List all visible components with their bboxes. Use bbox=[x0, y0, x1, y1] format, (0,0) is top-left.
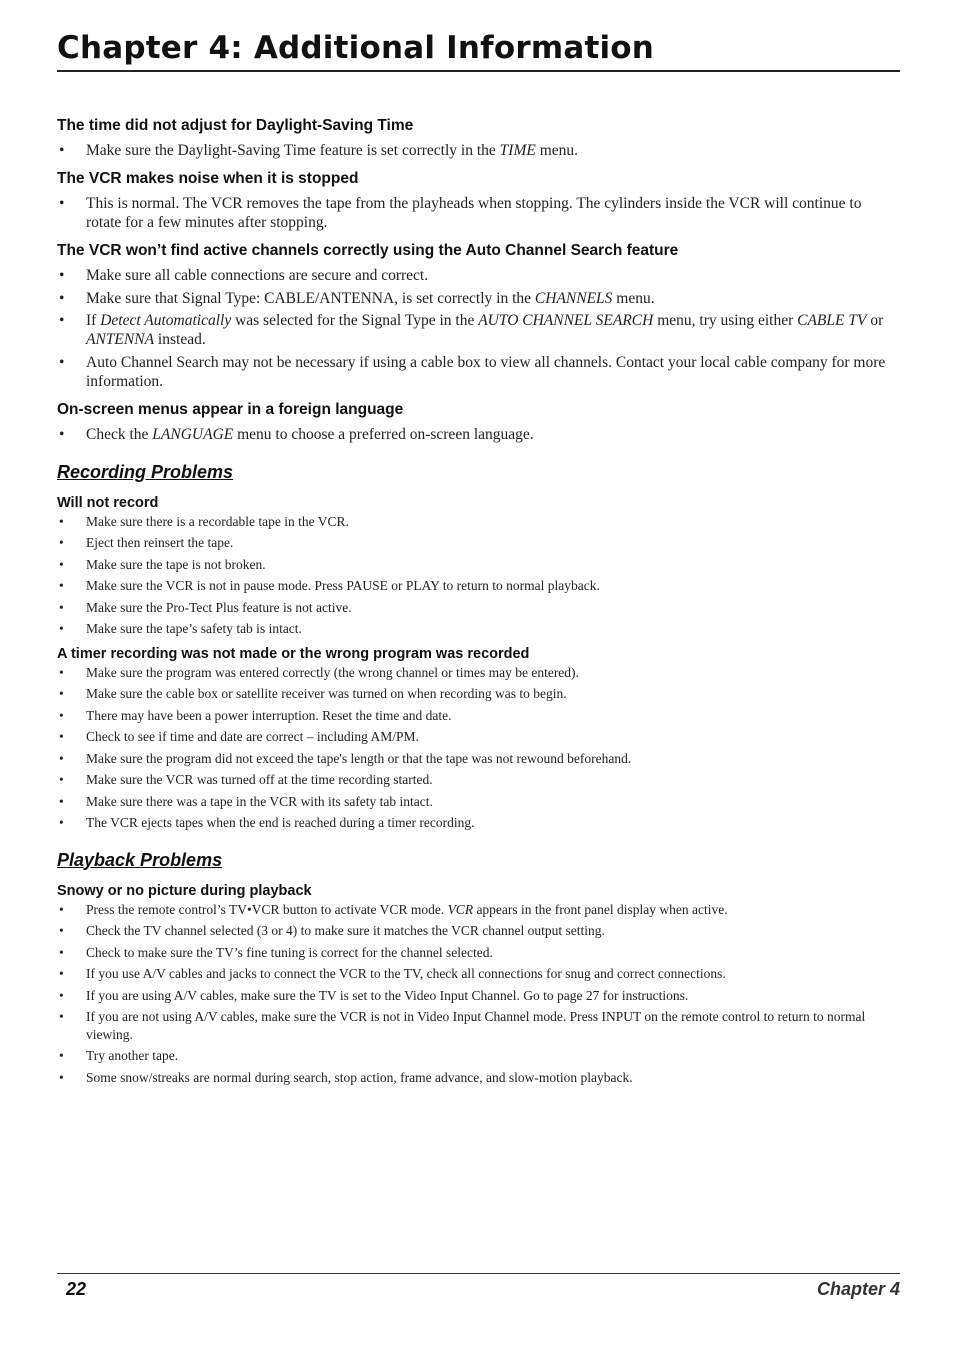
item-text: menu, try using either bbox=[653, 312, 798, 329]
item-text: Make sure there was a tape in the VCR with its safety tab intact. bbox=[86, 793, 433, 809]
bullet-glyph: • bbox=[59, 729, 64, 744]
bullet-glyph: • bbox=[59, 686, 64, 701]
item-text: or bbox=[866, 312, 884, 329]
item-text: If bbox=[86, 312, 101, 329]
list-item bbox=[57, 771, 900, 789]
setting-name: Detect Automatically bbox=[100, 312, 232, 329]
item-text: menu. bbox=[612, 289, 655, 307]
list-item bbox=[57, 425, 900, 444]
setting-name: CABLE TV bbox=[797, 312, 867, 329]
item-text: Make sure the VCR is not in pause mode. Press PAUSE or PLAY to return to normal playback. bbox=[86, 578, 600, 593]
list-item bbox=[57, 1047, 900, 1065]
list-item bbox=[57, 965, 900, 983]
bullet-glyph: • bbox=[59, 772, 64, 787]
item-text: Make sure the cable box or satellite receiver was turned on when recording was to begin. bbox=[86, 686, 567, 701]
bullet-glyph: • bbox=[59, 513, 64, 529]
item-text: Eject then reinsert the tape. bbox=[86, 535, 234, 550]
list-item bbox=[57, 728, 900, 746]
list-item bbox=[57, 194, 900, 232]
item-text: If you are using A/V cables, make sure the TV is set to the Video Input Channel. Go to page 27 for instructions. bbox=[86, 987, 689, 1003]
item-text: Some snow/streaks are normal during search, stop action, frame advance, and slow-motion playback. bbox=[86, 1069, 633, 1085]
item-text: This is normal. The VCR removes the tape from the playheads when stopping. The cylinders inside the VCR will continue to rotate for a few minutes after stopping. bbox=[86, 195, 862, 231]
list-item bbox=[57, 266, 900, 285]
bullet-glyph: • bbox=[59, 556, 64, 572]
bullet-glyph: • bbox=[59, 353, 65, 371]
bullet-glyph: • bbox=[59, 923, 64, 938]
section-title-playback: Playback Problems bbox=[57, 849, 223, 870]
bullet-list bbox=[57, 141, 900, 160]
item-text: Make sure the program did not exceed the tape's length or that the tape was not rewound beforehand. bbox=[86, 750, 632, 766]
item-text: If you are not using A/V cables, make sure the VCR is not in Video Input Channel mode. Press INPUT on the remote control to return to normal viewing. bbox=[86, 1009, 866, 1042]
item-text: menu to choose a preferred on-screen language. bbox=[233, 425, 534, 443]
bullet-list bbox=[57, 194, 900, 232]
list-item bbox=[57, 901, 900, 919]
bullet-list bbox=[57, 513, 900, 638]
section-heading: The VCR makes noise when it is stopped bbox=[57, 170, 359, 187]
item-text: Try another tape. bbox=[86, 1048, 179, 1063]
item-text: Make sure all cable connections are secure and correct. bbox=[86, 267, 429, 284]
list-item bbox=[57, 353, 900, 391]
item-text: Make sure the Daylight-Saving Time feature is set correctly in the bbox=[86, 142, 500, 159]
list-item bbox=[57, 141, 900, 160]
list-item bbox=[57, 685, 900, 703]
item-text: Make sure the Pro-Tect Plus feature is not active. bbox=[86, 599, 352, 615]
section-dst bbox=[57, 117, 900, 160]
bullet-list bbox=[57, 266, 900, 391]
section-language bbox=[57, 401, 900, 444]
list-item bbox=[57, 814, 900, 832]
item-text: Check the TV channel selected (3 or 4) to make sure it matches the VCR channel output setting. bbox=[86, 923, 605, 938]
list-item bbox=[57, 620, 900, 638]
menu-name: LANGUAGE bbox=[152, 425, 234, 443]
bullet-list bbox=[57, 425, 900, 444]
bullet-glyph: • bbox=[59, 578, 64, 593]
item-text: Check the bbox=[86, 425, 153, 443]
section-heading: The time did not adjust for Daylight-Saving Time bbox=[57, 117, 414, 134]
bullet-glyph: • bbox=[59, 312, 65, 329]
bullet-list bbox=[57, 901, 900, 1087]
section-heading: On-screen menus appear in a foreign language bbox=[57, 400, 404, 418]
bullet-glyph: • bbox=[59, 966, 64, 981]
bullet-glyph: • bbox=[59, 987, 64, 1003]
list-item bbox=[57, 750, 900, 768]
list-item bbox=[57, 289, 900, 308]
item-text: instead. bbox=[154, 331, 206, 348]
bullet-glyph: • bbox=[59, 944, 64, 960]
bullet-glyph: • bbox=[59, 195, 65, 212]
bullet-glyph: • bbox=[59, 425, 65, 443]
list-item bbox=[57, 664, 900, 682]
bullet-glyph: • bbox=[59, 1069, 64, 1085]
list-item bbox=[57, 793, 900, 811]
footer-chapter-label: Chapter 4 bbox=[816, 1279, 900, 1299]
bullet-glyph: • bbox=[59, 599, 64, 615]
list-item bbox=[57, 1008, 900, 1043]
item-text: menu. bbox=[535, 142, 579, 159]
list-item bbox=[57, 987, 900, 1005]
section-timer-recording bbox=[57, 646, 900, 832]
item-text: Make sure that Signal Type: CABLE/ANTENNA, is set correctly in the bbox=[86, 289, 535, 307]
item-text: was selected for the Signal Type in the bbox=[231, 312, 479, 329]
menu-name: TIME bbox=[499, 142, 536, 159]
list-item bbox=[57, 311, 900, 349]
main-content bbox=[57, 117, 900, 1096]
section-noise bbox=[57, 170, 900, 232]
item-text: Check to make sure the TV’s fine tuning is correct for the channel selected. bbox=[86, 944, 493, 960]
item-text: Make sure the tape is not broken. bbox=[86, 556, 266, 572]
item-text: appears in the front panel display when active. bbox=[473, 901, 728, 917]
bullet-glyph: • bbox=[59, 664, 64, 680]
section-heading: The VCR won’t find active channels correctly using the Auto Channel Search feature bbox=[57, 242, 679, 259]
bullet-glyph: • bbox=[59, 750, 64, 766]
setting-name: ANTENNA bbox=[86, 331, 155, 348]
section-snowy bbox=[57, 883, 900, 1087]
section-heading: Will not record bbox=[57, 494, 159, 511]
item-text: There may have been a power interruption. Reset the time and date. bbox=[86, 707, 452, 723]
bullet-glyph: • bbox=[59, 707, 64, 723]
item-text: Make sure the VCR was turned off at the time recording started. bbox=[86, 772, 433, 787]
bullet-glyph: • bbox=[59, 815, 64, 830]
footer-divider bbox=[57, 1273, 900, 1274]
list-item bbox=[57, 944, 900, 962]
menu-name: CHANNELS bbox=[534, 289, 613, 307]
bullet-glyph: • bbox=[59, 1048, 64, 1063]
list-item bbox=[57, 922, 900, 940]
item-text: Make sure there is a recordable tape in the VCR. bbox=[86, 513, 349, 529]
section-will-not-record bbox=[57, 495, 900, 638]
section-heading: Snowy or no picture during playback bbox=[57, 882, 312, 899]
bullet-glyph: • bbox=[59, 621, 64, 636]
list-item bbox=[57, 577, 900, 595]
bullet-glyph: • bbox=[59, 267, 65, 284]
item-text: The VCR ejects tapes when the end is reached during a timer recording. bbox=[86, 815, 475, 830]
item-text: Auto Channel Search may not be necessary if using a cable box to view all channels. Contact your local cable company for more information. bbox=[86, 353, 886, 390]
item-text: Press the remote control’s TV•VCR button to activate VCR mode. bbox=[86, 901, 448, 917]
page-title: Chapter 4: Additional Information bbox=[57, 30, 655, 66]
item-text: Make sure the tape’s safety tab is intact. bbox=[86, 621, 302, 636]
bullet-glyph: • bbox=[59, 793, 64, 809]
title-divider bbox=[57, 70, 900, 72]
item-text: If you use A/V cables and jacks to connect the VCR to the TV, check all connections for snug and correct connections. bbox=[86, 966, 726, 981]
list-item bbox=[57, 707, 900, 725]
bullet-glyph: • bbox=[59, 1009, 64, 1024]
bullet-list bbox=[57, 664, 900, 832]
item-text: Check to see if time and date are correct – including AM/PM. bbox=[86, 729, 419, 744]
bullet-glyph: • bbox=[59, 535, 64, 550]
list-item bbox=[57, 599, 900, 617]
list-item bbox=[57, 556, 900, 574]
list-item bbox=[57, 1069, 900, 1087]
section-heading: A timer recording was not made or the wrong program was recorded bbox=[57, 645, 530, 662]
list-item bbox=[57, 513, 900, 531]
bullet-glyph: • bbox=[59, 901, 64, 917]
list-item bbox=[57, 534, 900, 552]
bullet-glyph: • bbox=[59, 142, 65, 159]
section-channels bbox=[57, 242, 900, 391]
section-title-recording: Recording Problems bbox=[57, 461, 234, 482]
display-text: VCR bbox=[447, 901, 474, 917]
menu-name: AUTO CHANNEL SEARCH bbox=[478, 312, 654, 329]
bullet-glyph: • bbox=[59, 289, 65, 307]
item-text: Make sure the program was entered correctly (the wrong channel or times may be entered). bbox=[86, 664, 579, 680]
page-number: 22 bbox=[66, 1279, 87, 1299]
